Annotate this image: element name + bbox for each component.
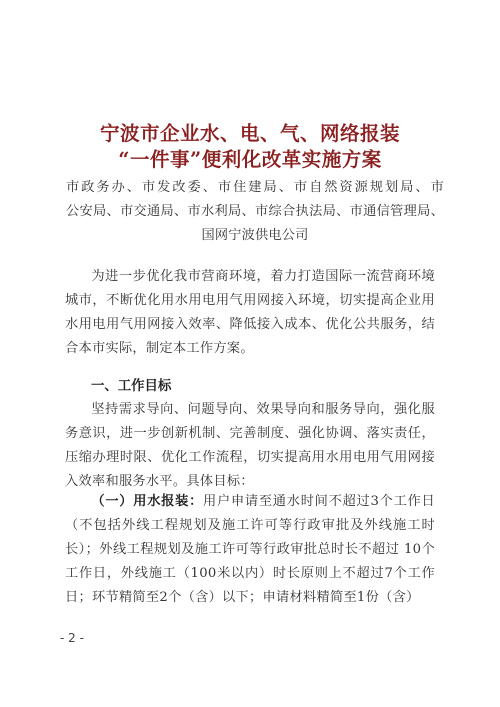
intro-paragraph: 为进一步优化我市营商环境，着力打造国际一流营商环境城市，不断优化用水用电用气用网接入环境，切实提高企业用水用电用气用网接入效率、降低接入成本、优化公共服务，结合本市实际，制定本工作方案。 xyxy=(65,269,435,356)
issuing-departments-line1: 市政务办、市发改委、市住建局、市自然资源规划局、市 xyxy=(66,180,444,195)
issuing-departments xyxy=(66,176,444,248)
water-connection-text: 用户申请至通水时间不超过3个工作日（不包括外线工程规划及施工许可等行政审批及外线施工时长）；外线工程规划及施工许可等行政审批总时长不超过 10个工作日，外线施工（100米以内）时长原则上不超过7个工作日；环节精简至2个（含）以下；申请材料精简至1份（含） xyxy=(65,494,435,605)
issuing-departments-line3: 国网宁波供电公司 xyxy=(201,228,309,243)
section-heading-goals: 一、工作目标 xyxy=(91,379,172,394)
water-connection-lead: （一）用水报装： xyxy=(91,494,204,509)
document-title-line1: 宁波市企业水、电、气、网络报装 xyxy=(99,122,400,145)
document-title-line2: “一件事”便利化改革实施方案 xyxy=(118,148,382,171)
issuing-departments-line2: 公安局、市交通局、市水利局、市综合执法局、市通信管理局、 xyxy=(66,204,444,219)
goals-paragraph: 坚持需求导向、问题导向、效果导向和服务导向，强化服务意识，进一步创新机制、完善制度、强化协调、落实责任，压缩办理时限、优化工作流程，切实提高用水用电用气用网接入效率和服务水平。具体目标： xyxy=(65,402,435,489)
page-number: - 2 - xyxy=(60,631,84,645)
water-connection-item xyxy=(65,490,435,610)
